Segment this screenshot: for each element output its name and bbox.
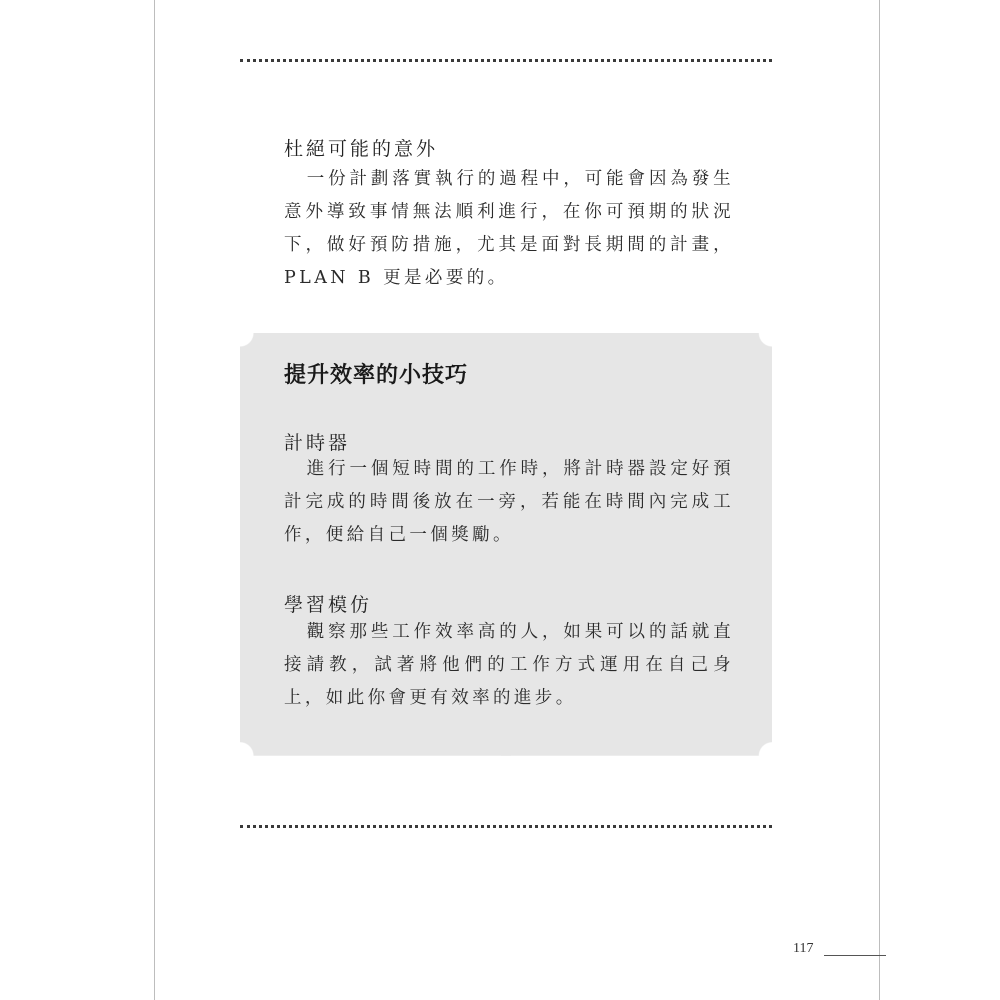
page-edge-right xyxy=(879,0,880,1000)
bottom-dotted-divider xyxy=(240,825,772,828)
tip-heading-timer: 計時器 xyxy=(284,432,351,454)
tip-body-timer: 進行一個短時間的工作時，將計時器設定好預計完成的時間後放在一旁，若能在時間內完成工作，便給自己一個獎勵。 xyxy=(284,459,734,545)
top-dotted-divider xyxy=(240,59,772,62)
page-edge-left xyxy=(154,0,155,1000)
page-number-rule xyxy=(824,955,886,956)
page-number: 117 xyxy=(793,941,814,956)
tips-box-title: 提升效率的小技巧 xyxy=(284,362,469,388)
tip-body-imitation: 觀察那些工作效率高的人，如果可以的話就直接請教，試著將他們的工作方式運用在自己身上，如此你會更有效率的進步。 xyxy=(284,622,734,708)
tip-heading-imitation: 學習模仿 xyxy=(284,594,373,616)
section-heading-accident-prevention: 杜絕可能的意外 xyxy=(284,138,439,160)
section-body-accident-prevention: 一份計劃落實執行的過程中，可能會因為發生意外導致事情無法順利進行，在你可預期的狀況下，做好預防措施，尤其是面對長期間的計畫，PLAN B 更是必要的。 xyxy=(284,169,734,288)
